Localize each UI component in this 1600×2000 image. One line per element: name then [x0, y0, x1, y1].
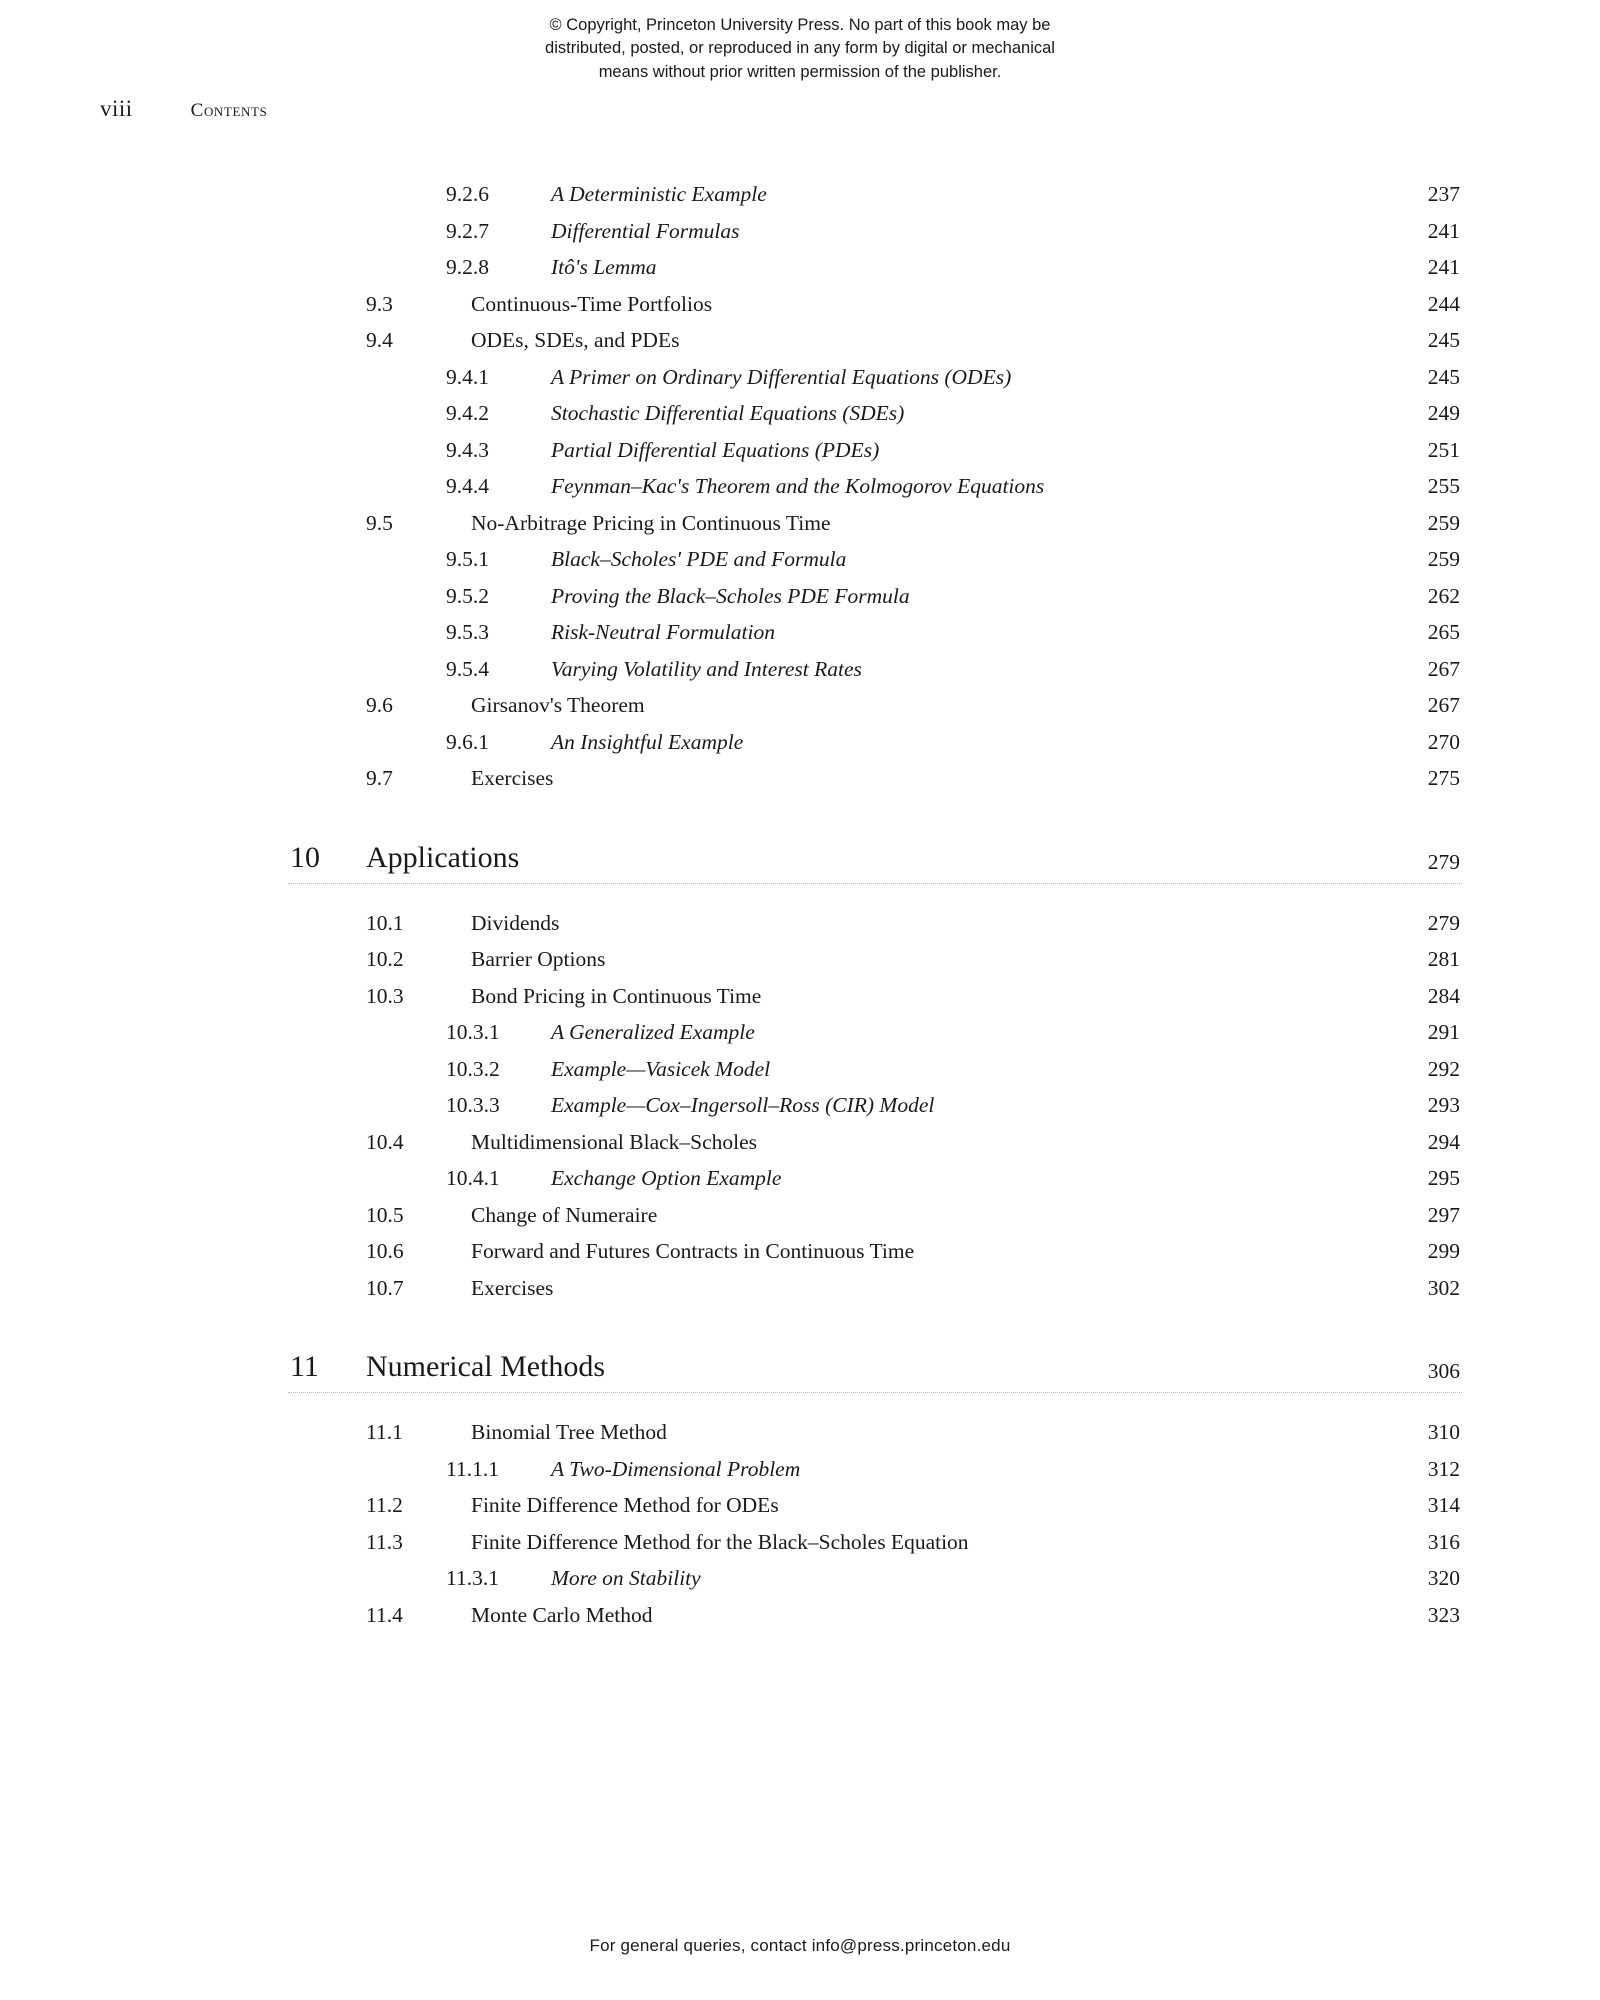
toc-entry-title: Exchange Option Example: [551, 1166, 782, 1190]
toc-entry-page-number: 295: [1427, 1166, 1460, 1190]
toc-entry-title: Stochastic Differential Equations (SDEs): [551, 401, 905, 425]
toc-entry[interactable]: [360, 365, 1460, 402]
toc-entry-number: 10.3: [366, 983, 404, 1008]
toc-entry-page-number: 270: [1427, 729, 1460, 754]
toc-entry-number: 9.4.2: [446, 401, 489, 425]
chapter-divider: [288, 883, 1462, 884]
toc-entry-page-number: 275: [1427, 766, 1460, 790]
toc-entry-title: A Two-Dimensional Problem: [551, 1456, 801, 1481]
toc-entry-page-number: 294: [1427, 1129, 1460, 1154]
toc-chapter-entry[interactable]: [290, 833, 1460, 911]
toc-entry-number: 9.5.1: [446, 547, 489, 571]
toc-chapter-title: Applications: [366, 840, 520, 874]
toc-entry-title: No-Arbitrage Pricing in Continuous Time: [471, 510, 831, 535]
toc-entry-title: A Generalized Example: [551, 1020, 755, 1044]
toc-entry[interactable]: [360, 438, 1460, 475]
toc-entry-number: 11.3.1: [446, 1566, 499, 1590]
toc-entry-number: 11.1.1: [446, 1456, 499, 1481]
toc-entry-title: Partial Differential Equations (PDEs): [551, 437, 880, 462]
toc-entry-page-number: 281: [1427, 947, 1460, 971]
toc-entry-title: Black–Scholes' PDE and Formula: [551, 547, 847, 571]
toc-entry-title: Itô's Lemma: [551, 255, 657, 279]
toc-entry-number: 9.5: [366, 510, 393, 535]
toc-entry-page-number: 245: [1427, 328, 1460, 352]
toc-entry[interactable]: [360, 766, 1460, 803]
toc-entry[interactable]: [360, 693, 1460, 730]
toc-entry[interactable]: [360, 620, 1460, 657]
toc-entry-page-number: 292: [1427, 1056, 1460, 1081]
toc-entry[interactable]: [360, 1566, 1460, 1603]
toc-entry-page-number: 241: [1427, 218, 1460, 243]
toc-entry-title: Example—Vasicek Model: [551, 1056, 771, 1081]
running-head: [100, 96, 267, 122]
toc-entry-number: 9.3: [366, 291, 393, 316]
toc-entry-page-number: 279: [1427, 910, 1460, 935]
toc-entry-title: Forward and Futures Contracts in Continuous Time: [471, 1239, 915, 1263]
toc-chapter-entry[interactable]: [290, 1342, 1460, 1420]
toc-chapter-page-number: 306: [1427, 1359, 1460, 1383]
toc-entry-title: Example—Cox–Ingersoll–Ross (CIR) Model: [551, 1093, 935, 1117]
toc-entry[interactable]: [360, 255, 1460, 292]
toc-entry-number: 10.4: [366, 1129, 404, 1154]
toc-chapter-title: Numerical Methods: [366, 1350, 606, 1383]
toc-entry-number: 9.4.1: [446, 364, 489, 389]
toc-entry-number: 10.6: [366, 1239, 404, 1263]
page-footer: For general queries, contact info@press.princeton.edu: [589, 1936, 1011, 1955]
toc-entry[interactable]: [360, 328, 1460, 365]
toc-entry[interactable]: [360, 947, 1460, 984]
toc-entry-title: Differential Formulas: [551, 218, 740, 243]
toc-entry-number: 9.6.1: [446, 729, 489, 754]
toc-entry[interactable]: [360, 1603, 1460, 1640]
toc-entry[interactable]: [360, 984, 1460, 1021]
toc-entry-page-number: 255: [1427, 474, 1460, 498]
toc-entry[interactable]: [360, 1020, 1460, 1057]
toc-entry-number: 11.4: [366, 1602, 403, 1627]
toc-entry-title: Dividends: [471, 910, 560, 935]
toc-entry-number: 9.4: [366, 328, 393, 352]
toc-entry[interactable]: [360, 182, 1460, 219]
copyright-line-2: distributed, posted, or reproduced in any form by digital or mechanical: [545, 39, 1055, 58]
toc-entry-number: 9.5.2: [446, 583, 489, 608]
toc-entry-number: 9.2.8: [446, 255, 489, 279]
copyright-line-3: means without prior written permission of the publisher.: [598, 62, 1002, 81]
toc-chapter-number: 11: [290, 1350, 319, 1383]
toc-entry-title: Varying Volatility and Interest Rates: [551, 656, 862, 681]
toc-entry-number: 9.4.4: [446, 474, 489, 498]
page-folio: viii: [100, 96, 133, 121]
toc-entry-number: 9.5.3: [446, 620, 489, 644]
toc-entry-page-number: 244: [1427, 291, 1460, 316]
toc-entry[interactable]: [360, 657, 1460, 694]
toc-entry-page-number: 312: [1427, 1456, 1460, 1481]
toc-entry-number: 10.2: [366, 947, 404, 971]
toc-entry-page-number: 320: [1427, 1566, 1460, 1590]
toc-entry-page-number: 316: [1427, 1529, 1460, 1554]
toc-entry-page-number: 245: [1427, 364, 1460, 389]
toc-entry-number: 9.2.6: [446, 182, 489, 206]
toc-entry[interactable]: [360, 1203, 1460, 1240]
toc-entry[interactable]: [360, 1457, 1460, 1494]
toc-entry-title: A Primer on Ordinary Differential Equations (ODEs): [551, 364, 1012, 389]
toc-entry-page-number: 259: [1427, 547, 1460, 571]
toc-entry-number: 10.4.1: [446, 1166, 500, 1190]
toc-entry-number: 10.3.2: [446, 1056, 500, 1081]
toc-entry-page-number: 310: [1427, 1420, 1460, 1444]
toc-entry-title: Continuous-Time Portfolios: [471, 291, 713, 316]
toc-entry[interactable]: [360, 292, 1460, 329]
toc-entry-number: 11.2: [366, 1493, 403, 1517]
table-of-contents: [290, 182, 1460, 1639]
toc-entry[interactable]: [360, 1420, 1460, 1457]
toc-entry-title: An Insightful Example: [551, 729, 744, 754]
toc-entry-page-number: 259: [1427, 510, 1460, 535]
toc-entry-title: Exercises: [471, 766, 554, 790]
toc-entry-page-number: 241: [1427, 255, 1460, 279]
toc-entry[interactable]: [360, 1239, 1460, 1276]
toc-entry-number: 11.1: [366, 1420, 403, 1444]
running-head-title: Contents: [190, 100, 268, 121]
toc-entry-number: 9.2.7: [446, 218, 489, 243]
toc-entry-number: 10.7: [366, 1275, 404, 1300]
toc-entry-title: More on Stability: [551, 1566, 701, 1590]
toc-entry-page-number: 262: [1427, 583, 1460, 608]
toc-entry[interactable]: [360, 1166, 1460, 1203]
toc-chapter-number: 10: [290, 840, 320, 874]
toc-entry-page-number: 297: [1427, 1202, 1460, 1227]
toc-entry[interactable]: [360, 911, 1460, 948]
toc-entry-number: 10.3.3: [446, 1093, 500, 1117]
toc-entry[interactable]: [360, 1093, 1460, 1130]
toc-entry-title: Finite Difference Method for ODEs: [471, 1493, 779, 1517]
toc-entry[interactable]: [360, 511, 1460, 548]
toc-entry-title: Proving the Black–Scholes PDE Formula: [551, 583, 910, 608]
toc-entry-page-number: 299: [1427, 1239, 1460, 1263]
toc-entry-title: Feynman–Kac's Theorem and the Kolmogorov Equations: [551, 474, 1045, 498]
toc-entry-number: 9.5.4: [446, 656, 489, 681]
toc-entry[interactable]: [360, 1276, 1460, 1313]
toc-entry-page-number: 249: [1427, 401, 1460, 425]
toc-entry-page-number: 291: [1427, 1020, 1460, 1044]
toc-entry-title: Barrier Options: [471, 947, 606, 971]
toc-entry-title: Finite Difference Method for the Black–Scholes Equation: [471, 1529, 969, 1554]
toc-entry-number: 10.1: [366, 910, 404, 935]
toc-entry[interactable]: [360, 401, 1460, 438]
toc-entry-page-number: 237: [1427, 182, 1460, 206]
toc-entry-page-number: 314: [1427, 1493, 1460, 1517]
toc-entry-number: 9.6: [366, 693, 393, 717]
copyright-notice: [0, 14, 1600, 84]
toc-entry[interactable]: [360, 1057, 1460, 1094]
toc-chapter-page-number: 279: [1427, 849, 1460, 874]
toc-entry-title: Risk-Neutral Formulation: [551, 620, 775, 644]
toc-entry-title: Change of Numeraire: [471, 1202, 658, 1227]
chapter-divider: [288, 1392, 1462, 1393]
toc-entry-page-number: 293: [1427, 1093, 1460, 1117]
toc-entry-title: Girsanov's Theorem: [471, 693, 645, 717]
toc-entry-number: 10.3.1: [446, 1020, 500, 1044]
toc-entry-title: Multidimensional Black–Scholes: [471, 1129, 758, 1154]
toc-entry[interactable]: [360, 219, 1460, 256]
toc-entry-number: 9.4.3: [446, 437, 489, 462]
toc-entry-page-number: 284: [1427, 983, 1460, 1008]
toc-entry-number: 10.5: [366, 1202, 404, 1227]
toc-entry[interactable]: [360, 474, 1460, 511]
toc-entry-page-number: 323: [1427, 1602, 1460, 1627]
toc-entry[interactable]: [360, 547, 1460, 584]
toc-entry[interactable]: [360, 1493, 1460, 1530]
toc-entry-page-number: 267: [1427, 656, 1460, 681]
toc-entry[interactable]: [360, 730, 1460, 767]
toc-entry-title: Monte Carlo Method: [471, 1602, 653, 1627]
toc-entry-title: Bond Pricing in Continuous Time: [471, 983, 762, 1008]
toc-entry-page-number: 251: [1427, 437, 1460, 462]
copyright-line-1: © Copyright, Princeton University Press. No part of this book may be: [549, 16, 1051, 34]
toc-entry[interactable]: [360, 584, 1460, 621]
toc-entry[interactable]: [360, 1130, 1460, 1167]
toc-entry-page-number: 267: [1427, 693, 1460, 717]
toc-entry-page-number: 265: [1427, 620, 1460, 644]
toc-entry-title: Exercises: [471, 1275, 554, 1300]
toc-entry-title: ODEs, SDEs, and PDEs: [471, 328, 680, 352]
toc-entry-number: 11.3: [366, 1529, 403, 1554]
toc-entry-number: 9.7: [366, 766, 393, 790]
toc-entry[interactable]: [360, 1530, 1460, 1567]
toc-entry-title: Binomial Tree Method: [471, 1420, 667, 1444]
toc-entry-page-number: 302: [1427, 1275, 1460, 1300]
toc-entry-title: A Deterministic Example: [551, 182, 767, 206]
